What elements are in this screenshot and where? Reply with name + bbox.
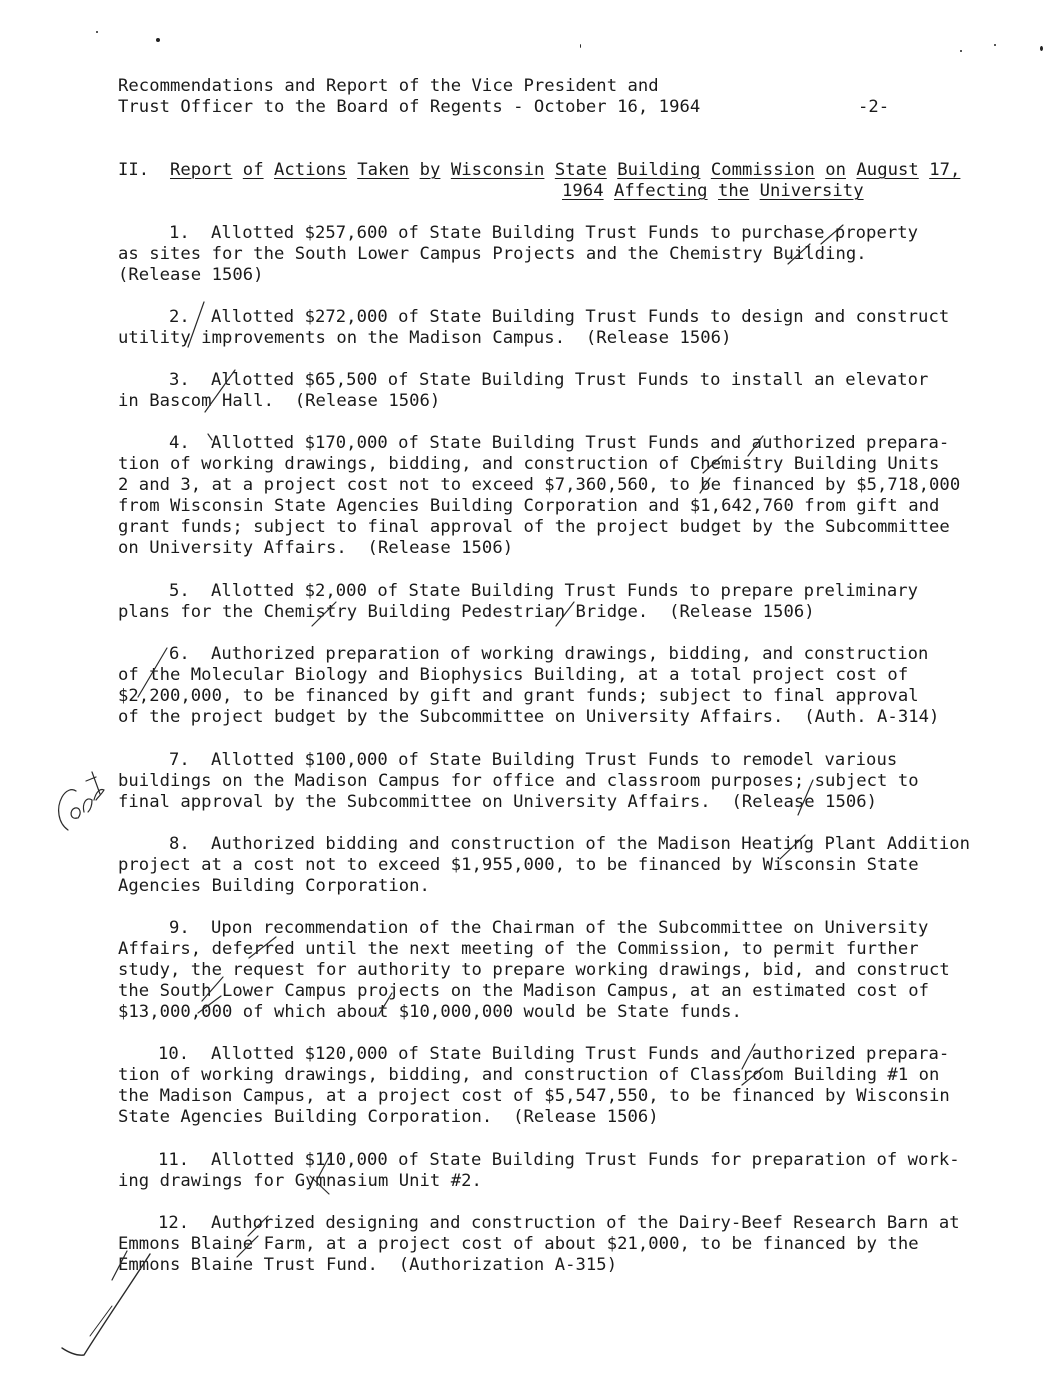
item-text-line: Emmons Blaine Farm, at a project cost of about $21,000, to be financed by the — [118, 1234, 919, 1254]
item-text-line: Allotted $100,000 of State Building Trust Funds to remodel various — [211, 750, 898, 770]
section-title-word: Actions — [274, 160, 347, 180]
item-number: 12. — [158, 1213, 190, 1233]
item-text-line: Allotted $170,000 of State Building Trust Funds and authorized prepara- — [211, 433, 950, 453]
item-number: 9. — [169, 918, 190, 938]
item-text-line: Allotted $2,000 of State Building Trust Funds to prepare preliminary — [211, 581, 919, 601]
scan-speck — [580, 44, 581, 48]
item-text-line: tion of working drawings, bidding, and construction of Chemistry Building Units — [118, 454, 940, 474]
section-title-word: the — [718, 181, 750, 201]
item-text-line: Emmons Blaine Trust Fund. (Authorization A-315) — [118, 1255, 618, 1275]
scan-speck — [96, 31, 98, 33]
section-title-word: University — [759, 181, 864, 201]
item-text-line: Agencies Building Corporation. — [118, 876, 430, 896]
item-number: 6. — [169, 644, 190, 664]
section-title-word: by — [419, 160, 441, 180]
item-number: 4. — [169, 433, 190, 453]
item-text-line: Authorized designing and construction of the Dairy-Beef Research Barn at — [211, 1213, 960, 1233]
item-text-line: 2 and 3, at a project cost not to exceed $7,360,560, to be financed by $5,718,000 — [118, 475, 961, 495]
item-number: 7. — [169, 750, 190, 770]
item-text-line: of the project budget by the Subcommittee on University Affairs. (Auth. A-314) — [118, 707, 940, 727]
item-text-line: on University Affairs. (Release 1506) — [118, 538, 514, 558]
item-text-line: final approval by the Subcommittee on University Affairs. (Release 1506) — [118, 792, 878, 812]
section-title-word: of — [242, 160, 264, 180]
header-line-1: Recommendations and Report of the Vice President and — [118, 76, 659, 96]
scan-speck — [156, 38, 160, 42]
item-text-line: of the Molecular Biology and Biophysics Building, at a total project cost of — [118, 665, 909, 685]
item-text-line: buildings on the Madison Campus for office and classroom purposes; subject to — [118, 771, 919, 791]
section-title-word: Report — [170, 160, 233, 180]
item-text-line: Allotted $110,000 of State Building Trust Funds for preparation of work- — [211, 1150, 960, 1170]
item-text-line: ing drawings for Gymnasium Unit #2. — [118, 1171, 482, 1191]
item-text-line: Allotted $65,500 of State Building Trust Funds to install an elevator — [211, 370, 929, 390]
item-text-line: as sites for the South Lower Campus Projects and the Chemistry Building. — [118, 244, 867, 264]
item-text-line: Authorized preparation of working drawings, bidding, and construction — [211, 644, 929, 664]
item-text-line: tion of working drawings, bidding, and construction of Classroom Building #1 on — [118, 1065, 940, 1085]
section-title-word: State — [554, 160, 607, 180]
item-number: 10. — [158, 1044, 190, 1064]
item-text-line: grant funds; subject to final approval of the project budget by the Subcommittee — [118, 517, 950, 537]
scan-speck — [994, 44, 996, 46]
section-title-line-2 — [562, 181, 864, 202]
item-number: 2. — [169, 307, 190, 327]
item-number: 11. — [158, 1150, 190, 1170]
item-text-line: Upon recommendation of the Chairman of the Subcommittee on University — [211, 918, 929, 938]
page-number: -2- — [858, 97, 890, 117]
item-text-line: Authorized bidding and construction of the Madison Heating Plant Addition — [211, 834, 971, 854]
item-text-line: Allotted $120,000 of State Building Trust Funds and authorized prepara- — [211, 1044, 950, 1064]
section-numeral: II. — [118, 160, 150, 180]
item-number: 5. — [169, 581, 190, 601]
item-text-line: State Agencies Building Corporation. (Release 1506) — [118, 1107, 659, 1127]
item-text-line: Allotted $272,000 of State Building Trust Funds to design and construct — [211, 307, 950, 327]
scan-speck — [1040, 46, 1043, 51]
section-title-word: Building — [617, 160, 701, 180]
section-title-word: Affecting — [614, 181, 708, 201]
item-text-line: (Release 1506) — [118, 265, 264, 285]
item-text-line: the South Lower Campus projects on the Madison Campus, at an estimated cost of — [118, 981, 930, 1001]
item-text-line: $13,000,000 of which about $10,000,000 would be State funds. — [118, 1002, 742, 1022]
section-title-word: 1964 — [562, 181, 604, 201]
section-title-line-1 — [170, 160, 960, 181]
item-number: 1. — [169, 223, 190, 243]
item-text-line: study, the request for authority to prepare working drawings, bid, and construct — [118, 960, 950, 980]
header-line-2: Trust Officer to the Board of Regents - October 16, 1964 — [118, 97, 701, 117]
section-title-word: Commission — [710, 160, 815, 180]
section-title-word: 17, — [929, 160, 961, 180]
section-title-word: on — [825, 160, 846, 180]
item-text-line: Affairs, deferred until the next meeting of the Commission, to permit further — [118, 939, 919, 959]
item-text-line: in Bascom Hall. (Release 1506) — [118, 391, 441, 411]
item-text-line: from Wisconsin State Agencies Building Corporation and $1,642,760 from gift and — [118, 496, 940, 516]
section-title-word: August — [856, 160, 919, 180]
section-title-word: Taken — [357, 160, 410, 180]
item-text-line: Allotted $257,600 of State Building Trust Funds to purchase property — [211, 223, 919, 243]
item-number: 3. — [169, 370, 190, 390]
section-title-word: Wisconsin — [450, 160, 545, 180]
item-text-line: the Madison Campus, at a project cost of $5,547,550, to be financed by Wisconsin — [118, 1086, 950, 1106]
item-text-line: project at a cost not to exceed $1,955,000, to be financed by Wisconsin State — [118, 855, 919, 875]
item-text-line: utility improvements on the Madison Campus. (Release 1506) — [118, 328, 732, 348]
item-text-line: plans for the Chemistry Building Pedestrian Bridge. (Release 1506) — [118, 602, 815, 622]
item-text-line: $2,200,000, to be financed by gift and grant funds; subject to final approval — [118, 686, 919, 706]
scan-speck — [960, 50, 962, 52]
item-number: 8. — [169, 834, 190, 854]
